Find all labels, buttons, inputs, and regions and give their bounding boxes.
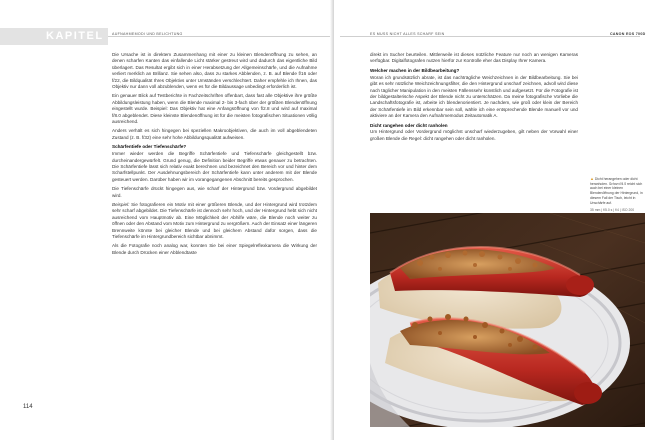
- hotdog-image: [370, 213, 645, 427]
- caption-italic: Schon f/4.5: [608, 181, 627, 186]
- paragraph: Anders verhält es sich hingegen bei speziellen Makroobjektiven, die auch im voll abgeblendeten Zustand (z. B. f/32) eine sehr hohe Abbildungsqualität aufweisen.: [112, 128, 317, 140]
- paragraph: Ein genauer Blick auf Testberichte in Fachzeitschriften offenbart, dass fast alle Objektive ihre größte Abbildungsleistung haben, wenn die Blende maximal 2- bis 3-fach über der größten Blendenöffnung eingestellt wurde. Beispiel: Das Objektiv hat eine Anfangsöffnung von f/2.8 und wird auf maximal f/8.0 abgeblendet. Diese kleinste Blendenöffnung ist für die meisten fotografischen Situationen völlig ausreichend.: [112, 93, 317, 125]
- camera-header: CANON EOS 700D: [610, 32, 646, 36]
- paragraph: Immer wieder werden die Begriffe Schärfentiefe und Tiefenschärfe gleichgestellt bzw. durcheinandergewürfelt. Grund genug, die Definition beider Begriffe etwas genauer zu betrachten. Die Schärfentiefe lässt sich relativ exakt berechnen und bezeichnet den Bereich vor und hinter dem Scharfstellpunkt. Der Ausdehnungsbereich der Schärfentiefe kann unter anderem mit der Blende gesteuert werden. Darüber haben wir im vorangegangenen Abschnitt bereits gesprochen.: [112, 151, 317, 182]
- paragraph: direkt im Sucher beurteilen. Mittlerweile ist dieses nützliche Feature nur noch an wenigen Kameras verfügbar. Digitalfotografen nutzen hierfür zur Kontrolle eher das Display Ihrer Kamera.: [370, 52, 578, 64]
- right-text-column: [370, 52, 578, 145]
- hotdog-photo: [370, 213, 645, 427]
- topic-header: ES MUSS NICHT ALLES SCHARF SEIN: [370, 32, 445, 36]
- caption-text: reicht sich auch bei einer kleinen Blendenöffnung der Hintergrund, in diesem Fall der Tisch, leicht in Unschärfe auf.: [590, 181, 643, 205]
- caption-text: Dicht herangehen oder dicht heranholen.: [590, 177, 638, 186]
- paragraph: Die Tiefenschärfe drückt hingegen aus, wie scharf der Hintergrund bzw. Vordergrund abgebildet wird.: [112, 186, 317, 198]
- left-page: [0, 0, 332, 440]
- paragraph: Die Ursache ist in direktem Zusammenhang mit einer zu kleinen Blendenöffnung zu sehen, an denen scharfen Kanten das einfallende Licht stärker gestreut wird und dadurch das eigentliche Bild überlagert. Das Resultat ergibt sich in einer Herabsetzung der Allgemeinschärfe, und die Aufnahme verliert merklich an Brillanz. Sie sehen also, dass zu starkes Abblenden, z. B. auf Blende f/16 oder f/22, die Bildqualität Ihres Objektivs unter Umständen verschlechtert. Daher empfehle ich Ihnen, das Objektiv nur dann voll abzublenden, wenn es für die Bildaussage unbedingt erforderlich ist.: [112, 52, 317, 90]
- subheading: Dicht rangehen oder dicht ranholen: [370, 122, 448, 128]
- caption-exif: 35 mm | f/5.0 s | f/4 | ISO 200: [590, 208, 635, 213]
- caption-arrow-icon: ▲: [590, 176, 594, 181]
- subheading: Schärfentiefe oder Tiefenschärfe?: [112, 144, 187, 150]
- left-text-column: [112, 52, 317, 259]
- paragraph: Um Hintergrund oder Vordergrund möglichst unscharf wiederzugeben, gilt neben der Vorwahl einer großen Blende die Regel: dicht rangehen oder dicht ranholen.: [370, 129, 578, 141]
- header-rule: [108, 36, 330, 37]
- subheading: Welcher machen in der Bildbearbeitung?: [370, 67, 460, 73]
- chapter-label: KAPITEL 4: [46, 30, 116, 42]
- photo-caption: [590, 177, 645, 213]
- example-paragraph: [112, 202, 317, 240]
- header-rule: [340, 36, 640, 37]
- example-text: Sie fotografieren ein Motiv mit einer größeren Blende, und der Hintergrund wird trotzdem sehr scharf abgebildet. Die Tiefenschärfe ist dennoch sehr hoch, und der Hintergrund hebt sich nicht ausreichend vom Hauptmotiv ab. Eine Möglichkeit der Abhilfe wäre, die Blende noch weiter zu öffnen oder den Abstand vom Motiv zum Hintergrund zu vergrößern. Auch der Einsatz einer längeren Brennweite könnte bei gleicher Blende und bei gleichem Abstand dafür sorgen, dass die Tiefenschärfe im Hintergrundbereich sichtbar abnimmt.: [112, 202, 317, 240]
- section-header: AUFNAHMEMODI UND BELICHTUNG: [112, 32, 183, 36]
- paragraph: Als die Fotografie noch analog war, konnten Sie bei einer Spiegelreflexkamera die Wirkung der Blende durch Drücken einer Abblendtaste: [112, 243, 317, 255]
- paragraph: Woran ich grundsätzlich abrate, ist das nachträgliche Weichzeichnen in der Bildbearbeitung. Sie bei gibt es sehr nützliche Weichzeichnungsfilter, die den Hintergrund unscharf zeichnen, advoll wird diese nach täglicher Manipulation in den meisten Fällenssehr künstlich und aufgesetzt. Für die Fotografie ist der bildgestalterische Aspekt der Blende nicht zu unterschätzen. Da meine fotografische Vorliebe die Landschaftsfotografie ist, arbeite ich blendenorientiert. Je nachdem, wie groß oder klein der Bereich der Schärfentiefe im Bild erkennbar sein soll, wähle ich eine entsprechende Blende manuell vor und aktiviere an der Kamera den Aufnahmemodus Zeitautomatik A.: [370, 74, 578, 119]
- example-label: Beispiel:: [112, 202, 130, 208]
- page-number: 114: [23, 404, 33, 410]
